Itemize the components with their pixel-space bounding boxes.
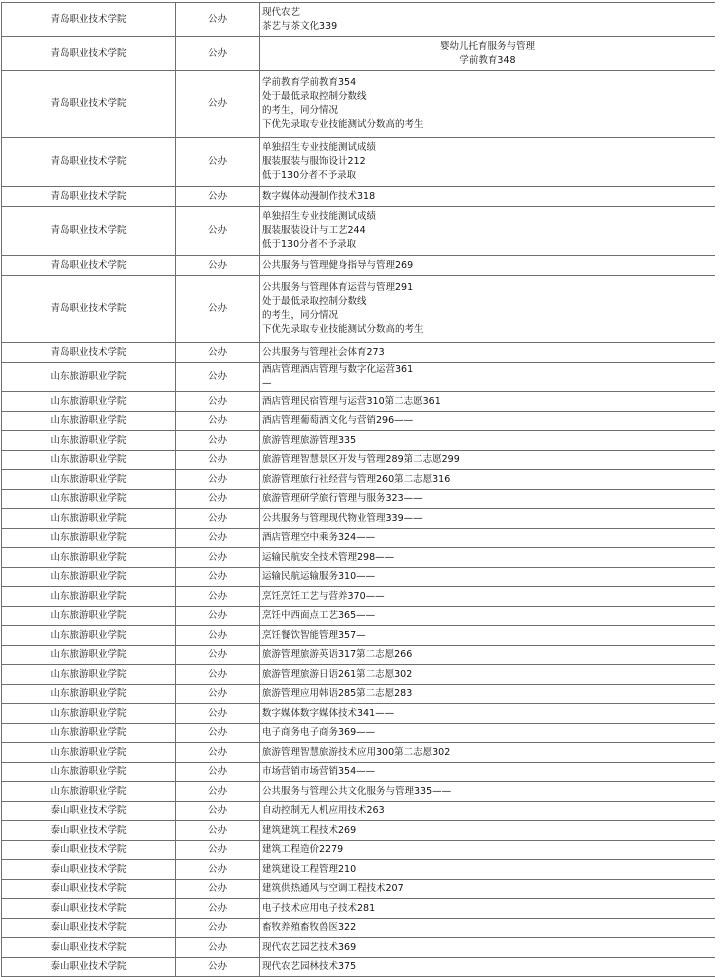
school-name-cell: 青岛职业技术学院 xyxy=(2,187,176,207)
school-type-cell: 公办 xyxy=(176,568,260,587)
major-score-cell xyxy=(260,685,716,704)
school-name-cell: 山东旅游职业学院 xyxy=(2,431,176,451)
school-type-cell: 公办 xyxy=(176,343,260,363)
major-score-cell xyxy=(260,392,716,412)
table-row xyxy=(2,392,716,412)
school-type-cell: 公办 xyxy=(176,626,260,646)
table-row xyxy=(2,802,716,821)
school-type-cell: 公办 xyxy=(176,529,260,548)
table-row xyxy=(2,821,716,841)
school-type-cell: 公办 xyxy=(176,187,260,207)
major-score-line: 单独招生专业技能测试成绩 xyxy=(262,142,377,153)
major-score-line: 婴幼儿托育服务与管理 xyxy=(439,40,535,52)
major-score-line: 低于130分者不予录取 xyxy=(262,170,357,181)
major-score-cell xyxy=(260,509,716,529)
table-row xyxy=(2,412,716,431)
school-name-cell: 山东旅游职业学院 xyxy=(2,509,176,529)
major-score-line: 运输民航安全技术管理298—— xyxy=(262,551,395,563)
major-score-cell xyxy=(260,207,716,256)
major-score-cell xyxy=(260,548,716,568)
table-row xyxy=(2,626,716,646)
major-score-line: 旅游管理旅行社经营与管理260第二志愿316 xyxy=(262,473,451,485)
major-score-cell xyxy=(260,587,716,607)
table-row xyxy=(2,529,716,548)
school-type-cell: 公办 xyxy=(176,841,260,860)
table-row xyxy=(2,763,716,782)
school-type-cell: 公办 xyxy=(176,587,260,607)
table-row xyxy=(2,743,716,763)
major-score-line: 处于最低录取控制分数线 xyxy=(262,296,367,307)
school-type-cell: 公办 xyxy=(176,704,260,724)
school-type-cell: 公办 xyxy=(176,363,260,392)
admission-score-sheet xyxy=(1,2,715,977)
table-row xyxy=(2,548,716,568)
school-type-cell: 公办 xyxy=(176,451,260,470)
major-score-line: 公共服务与管理社会体育273 xyxy=(262,346,385,358)
school-name-cell: 泰山职业技术学院 xyxy=(2,802,176,821)
table-row xyxy=(2,343,716,363)
table-row xyxy=(2,187,716,207)
major-score-line: 酒店管理葡萄酒文化与营销296—— xyxy=(262,415,414,426)
major-score-line: 运输民航运输服务310—— xyxy=(262,571,376,582)
school-type-cell: 公办 xyxy=(176,548,260,568)
major-score-cell xyxy=(260,704,716,724)
table-row xyxy=(2,938,716,958)
table-row xyxy=(2,860,716,880)
major-score-line: 建筑建设工程管理210 xyxy=(262,863,357,875)
major-score-cell xyxy=(260,363,716,392)
school-name-cell: 青岛职业技术学院 xyxy=(2,256,176,276)
major-score-line: 下优先录取专业技能测试分数高的考生 xyxy=(262,119,424,130)
school-name-cell: 泰山职业技术学院 xyxy=(2,860,176,880)
school-name-cell: 山东旅游职业学院 xyxy=(2,763,176,782)
major-score-cell xyxy=(260,763,716,782)
major-score-line: 自动控制无人机应用技术263 xyxy=(262,805,385,816)
school-name-cell: 泰山职业技术学院 xyxy=(2,899,176,919)
major-score-cell xyxy=(260,626,716,646)
major-score-line: 旅游管理智慧旅游技术应用300第二志愿302 xyxy=(262,746,451,758)
major-score-line: 现代农艺 xyxy=(262,6,301,18)
school-name-cell: 青岛职业技术学院 xyxy=(2,37,176,71)
table-row xyxy=(2,646,716,665)
school-type-cell: 公办 xyxy=(176,763,260,782)
major-score-cell xyxy=(260,802,716,821)
school-name-cell: 山东旅游职业学院 xyxy=(2,665,176,685)
school-type-cell: 公办 xyxy=(176,3,260,37)
school-type-cell: 公办 xyxy=(176,665,260,685)
school-type-cell: 公办 xyxy=(176,802,260,821)
school-name-cell: 青岛职业技术学院 xyxy=(2,276,176,343)
major-score-cell xyxy=(260,451,716,470)
table-row xyxy=(2,71,716,138)
major-score-line: 公共服务与管理体育运营与管理291 xyxy=(262,282,414,293)
school-name-cell: 山东旅游职业学院 xyxy=(2,646,176,665)
major-score-line: 的考生，同分情况 xyxy=(262,310,339,321)
major-score-cell xyxy=(260,138,716,187)
major-score-cell xyxy=(260,343,716,363)
school-type-cell: 公办 xyxy=(176,470,260,490)
major-score-line: 旅游管理旅游管理335 xyxy=(262,434,357,446)
school-type-cell: 公办 xyxy=(176,71,260,138)
school-name-cell: 泰山职业技术学院 xyxy=(2,938,176,958)
major-score-cell xyxy=(260,568,716,587)
major-score-line: 烹饪烹饪工艺与营养370—— xyxy=(262,590,385,602)
major-score-cell xyxy=(260,841,716,860)
major-score-cell xyxy=(260,938,716,958)
table-row xyxy=(2,256,716,276)
school-name-cell: 山东旅游职业学院 xyxy=(2,529,176,548)
major-score-line: 下优先录取专业技能测试分数高的考生 xyxy=(262,324,424,335)
table-row xyxy=(2,451,716,470)
table-row xyxy=(2,665,716,685)
major-score-line: 学前教育348 xyxy=(459,54,516,66)
major-score-cell xyxy=(260,3,716,37)
table-row xyxy=(2,363,716,392)
school-type-cell: 公办 xyxy=(176,392,260,412)
admission-table xyxy=(1,2,715,977)
school-type-cell: 公办 xyxy=(176,919,260,938)
school-name-cell: 泰山职业技术学院 xyxy=(2,841,176,860)
major-score-line: 建筑工程造价2279 xyxy=(262,844,344,855)
major-score-cell xyxy=(260,490,716,509)
major-score-cell xyxy=(260,276,716,343)
school-type-cell: 公办 xyxy=(176,490,260,509)
major-score-cell xyxy=(260,529,716,548)
major-score-cell xyxy=(260,187,716,207)
table-row xyxy=(2,490,716,509)
school-name-cell: 山东旅游职业学院 xyxy=(2,568,176,587)
major-score-cell xyxy=(260,880,716,899)
major-score-line: 旅游管理应用韩语285第二志愿283 xyxy=(262,688,413,699)
school-name-cell: 山东旅游职业学院 xyxy=(2,392,176,412)
table-row xyxy=(2,704,716,724)
major-score-line: 数字媒体数字媒体技术341—— xyxy=(262,707,395,719)
school-type-cell: 公办 xyxy=(176,860,260,880)
table-row xyxy=(2,207,716,256)
major-score-cell xyxy=(260,821,716,841)
school-type-cell: 公办 xyxy=(176,607,260,626)
major-score-line: 服装服装设计与工艺244 xyxy=(262,225,366,236)
major-score-cell xyxy=(260,665,716,685)
major-score-line: 公共服务与管理公共文化服务与管理335—— xyxy=(262,785,452,797)
school-name-cell: 青岛职业技术学院 xyxy=(2,343,176,363)
school-name-cell: 山东旅游职业学院 xyxy=(2,587,176,607)
major-score-cell xyxy=(260,412,716,431)
major-score-line: 建筑建筑工程技术269 xyxy=(262,824,357,836)
school-type-cell: 公办 xyxy=(176,743,260,763)
table-row xyxy=(2,3,716,37)
school-type-cell: 公办 xyxy=(176,685,260,704)
table-row xyxy=(2,841,716,860)
table-row xyxy=(2,919,716,938)
major-score-line: 处于最低录取控制分数线 xyxy=(262,91,367,102)
major-score-cell xyxy=(260,71,716,138)
major-score-line: 烹饪餐饮智能管理357— xyxy=(262,629,366,641)
school-type-cell: 公办 xyxy=(176,782,260,802)
major-score-line: 公共服务与管理健身指导与管理269 xyxy=(262,259,414,271)
major-score-cell xyxy=(260,256,716,276)
major-score-cell xyxy=(260,724,716,743)
major-score-line: 电子商务电子商务369—— xyxy=(262,727,376,738)
table-row xyxy=(2,509,716,529)
major-score-line: 现代农艺园林技术375 xyxy=(262,961,357,972)
school-name-cell: 泰山职业技术学院 xyxy=(2,821,176,841)
school-name-cell: 山东旅游职业学院 xyxy=(2,743,176,763)
major-score-line: 现代农艺园艺技术369 xyxy=(262,941,357,953)
table-row xyxy=(2,470,716,490)
school-name-cell: 泰山职业技术学院 xyxy=(2,919,176,938)
school-type-cell: 公办 xyxy=(176,431,260,451)
table-row xyxy=(2,724,716,743)
table-row xyxy=(2,880,716,899)
school-name-cell: 山东旅游职业学院 xyxy=(2,363,176,392)
school-type-cell: 公办 xyxy=(176,880,260,899)
major-score-cell xyxy=(260,782,716,802)
major-score-cell xyxy=(260,470,716,490)
table-row xyxy=(2,685,716,704)
major-score-line: 酒店管理民宿管理与运营310第二志愿361 xyxy=(262,395,441,407)
school-name-cell: 山东旅游职业学院 xyxy=(2,607,176,626)
table-row xyxy=(2,138,716,187)
major-score-line: 建筑供热通风与空调工程技术207 xyxy=(262,883,404,894)
major-score-line: 烹饪中西面点工艺365—— xyxy=(262,610,376,621)
major-score-cell xyxy=(260,607,716,626)
table-row xyxy=(2,568,716,587)
major-score-line: 数字媒体动漫制作技术318 xyxy=(262,190,376,202)
table-row xyxy=(2,782,716,802)
major-score-line: 旅游管理智慧景区开发与管理289第二志愿299 xyxy=(262,454,460,465)
table-body xyxy=(2,3,716,977)
table-row xyxy=(2,276,716,343)
major-score-line: 低于130分者不予录取 xyxy=(262,239,357,250)
school-name-cell: 山东旅游职业学院 xyxy=(2,490,176,509)
major-score-line: 公共服务与管理现代物业管理339—— xyxy=(262,512,423,524)
major-score-cell xyxy=(260,431,716,451)
major-score-line: 茶艺与茶文化339 xyxy=(262,20,338,32)
school-type-cell: 公办 xyxy=(176,138,260,187)
school-name-cell: 山东旅游职业学院 xyxy=(2,626,176,646)
major-score-cell xyxy=(260,919,716,938)
major-score-line: 服装服装与服饰设计212 xyxy=(262,156,366,167)
school-type-cell: 公办 xyxy=(176,207,260,256)
school-type-cell: 公办 xyxy=(176,958,260,977)
major-score-line: 酒店管理空中乘务324—— xyxy=(262,532,376,543)
school-name-cell: 青岛职业技术学院 xyxy=(2,207,176,256)
major-score-line: 旅游管理旅游英语317第二志愿266 xyxy=(262,649,413,660)
school-type-cell: 公办 xyxy=(176,412,260,431)
major-score-line: 市场营销市场营销354—— xyxy=(262,766,376,777)
major-score-cell xyxy=(260,899,716,919)
school-name-cell: 青岛职业技术学院 xyxy=(2,138,176,187)
table-row xyxy=(2,587,716,607)
school-type-cell: 公办 xyxy=(176,509,260,529)
table-row xyxy=(2,37,716,71)
school-name-cell: 山东旅游职业学院 xyxy=(2,685,176,704)
school-name-cell: 山东旅游职业学院 xyxy=(2,704,176,724)
school-type-cell: 公办 xyxy=(176,276,260,343)
school-name-cell: 山东旅游职业学院 xyxy=(2,451,176,470)
school-type-cell: 公办 xyxy=(176,821,260,841)
major-score-line: 学前教育学前教育354 xyxy=(262,77,357,88)
school-name-cell: 山东旅游职业学院 xyxy=(2,412,176,431)
school-type-cell: 公办 xyxy=(176,37,260,71)
school-type-cell: 公办 xyxy=(176,724,260,743)
major-score-line: — xyxy=(262,378,272,389)
school-type-cell: 公办 xyxy=(176,646,260,665)
major-score-line: 电子技术应用电子技术281 xyxy=(262,902,376,914)
school-name-cell: 青岛职业技术学院 xyxy=(2,3,176,37)
school-name-cell: 山东旅游职业学院 xyxy=(2,548,176,568)
school-name-cell: 山东旅游职业学院 xyxy=(2,782,176,802)
school-name-cell: 泰山职业技术学院 xyxy=(2,880,176,899)
table-row xyxy=(2,958,716,977)
major-score-line: 酒店管理酒店管理与数字化运营361 xyxy=(262,364,414,375)
school-name-cell: 山东旅游职业学院 xyxy=(2,470,176,490)
major-score-line: 旅游管理旅游日语261第二志愿302 xyxy=(262,668,413,680)
school-name-cell: 泰山职业技术学院 xyxy=(2,958,176,977)
school-type-cell: 公办 xyxy=(176,899,260,919)
school-type-cell: 公办 xyxy=(176,938,260,958)
major-score-cell xyxy=(260,646,716,665)
major-score-cell xyxy=(260,958,716,977)
major-score-cell xyxy=(260,37,716,71)
school-type-cell: 公办 xyxy=(176,256,260,276)
major-score-line: 单独招生专业技能测试成绩 xyxy=(262,211,377,222)
major-score-cell xyxy=(260,743,716,763)
major-score-line: 旅游管理研学旅行管理与服务323—— xyxy=(262,493,423,504)
school-name-cell: 青岛职业技术学院 xyxy=(2,71,176,138)
table-row xyxy=(2,431,716,451)
major-score-line: 畜牧养殖畜牧兽医322 xyxy=(262,922,357,933)
table-row xyxy=(2,899,716,919)
major-score-cell xyxy=(260,860,716,880)
major-score-line: 的考生，同分情况 xyxy=(262,105,339,116)
table-row xyxy=(2,607,716,626)
school-name-cell: 山东旅游职业学院 xyxy=(2,724,176,743)
